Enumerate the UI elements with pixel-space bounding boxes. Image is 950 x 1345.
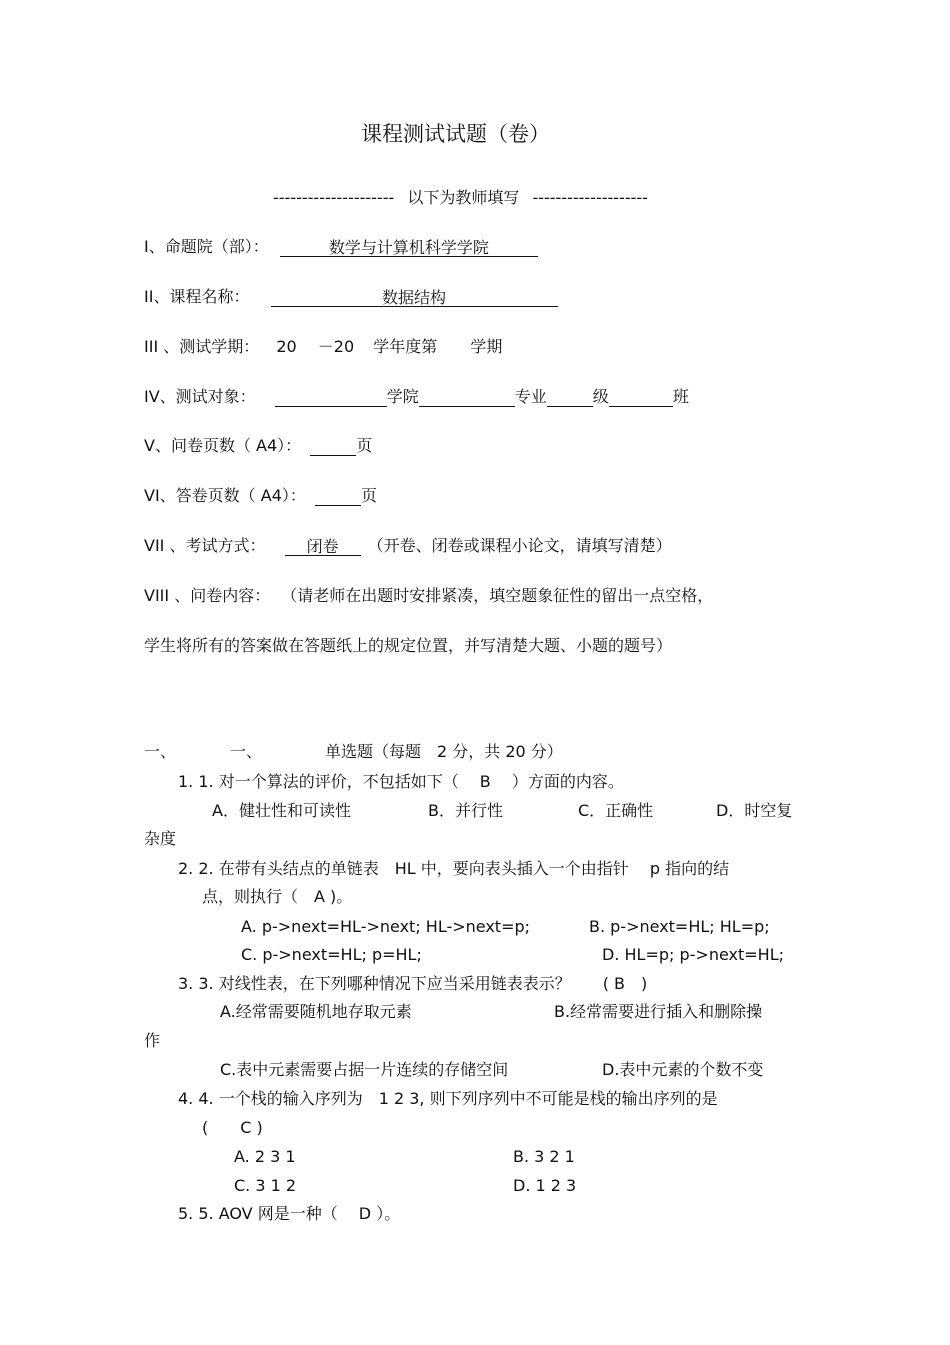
field-exam-mode-value-line <box>285 537 361 556</box>
question-1-option-d-wrap: 杂度 <box>144 829 177 848</box>
field-exam-mode <box>144 536 672 556</box>
field-term-year-suffix: 学年度第 <box>373 337 438 356</box>
section-number-1: 一、 <box>144 742 177 761</box>
question-4-option-a: A. 2 3 1 <box>234 1147 296 1166</box>
field-exam-mode-value: 闭卷 <box>306 537 339 556</box>
question-1-option-a: A．健壮性和可读性 <box>212 801 351 820</box>
field-content-note-line1: （请老师在出题时安排紧凑，填空题象征性的留出一点空格， <box>281 586 714 605</box>
divider-right-dashes: -------------------- <box>532 188 648 207</box>
field-college-label: I、命题院（部）： <box>144 237 269 256</box>
question-1-option-d: D．时空复 <box>716 801 793 820</box>
field-question-pages-unit: 页 <box>356 436 373 455</box>
question-1-stem: 1. 1. 对一个算法的评价，不包括如下（ B ）方面的内容。 <box>178 772 624 791</box>
field-question-pages-blank[interactable] <box>310 437 356 456</box>
field-question-pages-label: V、问卷页数（ A4）： <box>144 436 302 455</box>
field-course-name <box>144 287 558 307</box>
field-grade-blank[interactable] <box>547 388 593 407</box>
question-4-stem-line1: 4. 4. 一个栈的输入序列为 1 2 3, 则下列序列中不可能是栈的输出序列的是 <box>178 1089 718 1108</box>
field-college <box>144 237 538 257</box>
field-course-name-label: II、课程名称： <box>144 287 250 306</box>
field-major-label: 专业 <box>514 387 547 406</box>
question-3-option-b: B.经常需要进行插入和删除操 <box>554 1002 763 1021</box>
question-4-option-d: D. 1 2 3 <box>513 1176 577 1195</box>
field-college-value: 数学与计算机科学学院 <box>328 238 489 257</box>
question-4-option-b: B. 3 2 1 <box>513 1147 575 1166</box>
question-2-option-c: C. p->next=HL; p=HL; <box>241 945 422 964</box>
teacher-fill-divider <box>273 188 648 208</box>
field-content <box>144 586 713 606</box>
field-term <box>144 337 502 357</box>
field-content-label: VIII 、问卷内容： <box>144 586 271 605</box>
question-4-option-c: C. 3 1 2 <box>234 1176 297 1195</box>
field-course-name-value-line <box>271 288 558 307</box>
divider-left-dashes: --------------------- <box>273 188 395 207</box>
field-college-value-line <box>280 238 538 257</box>
field-answer-pages-unit: 页 <box>360 486 377 505</box>
field-school-blank[interactable] <box>275 388 387 407</box>
field-term-year-start: 20 <box>276 337 297 356</box>
field-term-term: 学期 <box>470 337 503 356</box>
field-class-label: 班 <box>672 387 689 406</box>
field-exam-mode-label: VII 、考试方式： <box>144 536 266 555</box>
question-2-stem-line2: 点，则执行（ A )。 <box>202 887 353 906</box>
question-3-option-b-wrap: 作 <box>144 1031 161 1050</box>
field-course-name-value: 数据结构 <box>382 288 447 307</box>
question-1-option-b: B．并行性 <box>428 801 503 820</box>
question-3-option-a: A.经常需要随机地存取元素 <box>220 1002 412 1021</box>
field-answer-pages-label: VI、答卷页数（ A4）： <box>144 486 306 505</box>
question-1-option-c: C．正确性 <box>578 801 654 820</box>
field-content-note-line2: 学生将所有的答案做在答题纸上的规定位置，并写清楚大题、小题的题号） <box>144 636 673 655</box>
divider-text: 以下为教师填写 <box>407 188 520 207</box>
section-heading: 单选题（每题 2 分，共 20 分） <box>325 742 563 761</box>
field-question-pages <box>144 436 372 456</box>
field-major-blank[interactable] <box>419 388 515 407</box>
question-2-stem-line1: 2. 2. 在带有头结点的单链表 HL 中，要向表头插入一个由指针 p 指向的结 <box>178 859 730 878</box>
field-test-target-label: IV、测试对象： <box>144 387 256 406</box>
question-4-stem-line2: ( C ) <box>202 1118 263 1137</box>
question-3-stem: 3. 3. 对线性表，在下列哪种情况下应当采用链表表示？ ( B ) <box>178 974 648 993</box>
field-class-blank[interactable] <box>609 388 673 407</box>
page-title: 课程测试试题（卷） <box>361 122 550 146</box>
question-3-option-c: C.表中元素需要占据一片连续的存储空间 <box>220 1060 509 1079</box>
field-school-label: 学院 <box>386 387 419 406</box>
field-exam-mode-note: （开卷、闭卷或课程小论文，请填写清楚） <box>367 536 672 555</box>
question-2-option-a: A. p->next=HL->next; HL->next=p; <box>241 917 531 936</box>
field-term-label: III 、测试学期： <box>144 337 260 356</box>
field-answer-pages <box>144 486 377 506</box>
field-grade-label: 级 <box>592 387 609 406</box>
question-2-option-d: D. HL=p; p->next=HL; <box>602 945 784 964</box>
field-term-year-end: －20 <box>317 337 355 356</box>
field-answer-pages-blank[interactable] <box>315 487 361 506</box>
section-number-2: 一、 <box>230 742 263 761</box>
question-3-option-d: D.表中元素的个数不变 <box>602 1060 764 1079</box>
question-2-option-b: B. p->next=HL; HL=p; <box>589 917 770 936</box>
question-5-stem: 5. 5. AOV 网是一种（ D ）。 <box>178 1204 401 1223</box>
field-test-target <box>144 387 689 407</box>
